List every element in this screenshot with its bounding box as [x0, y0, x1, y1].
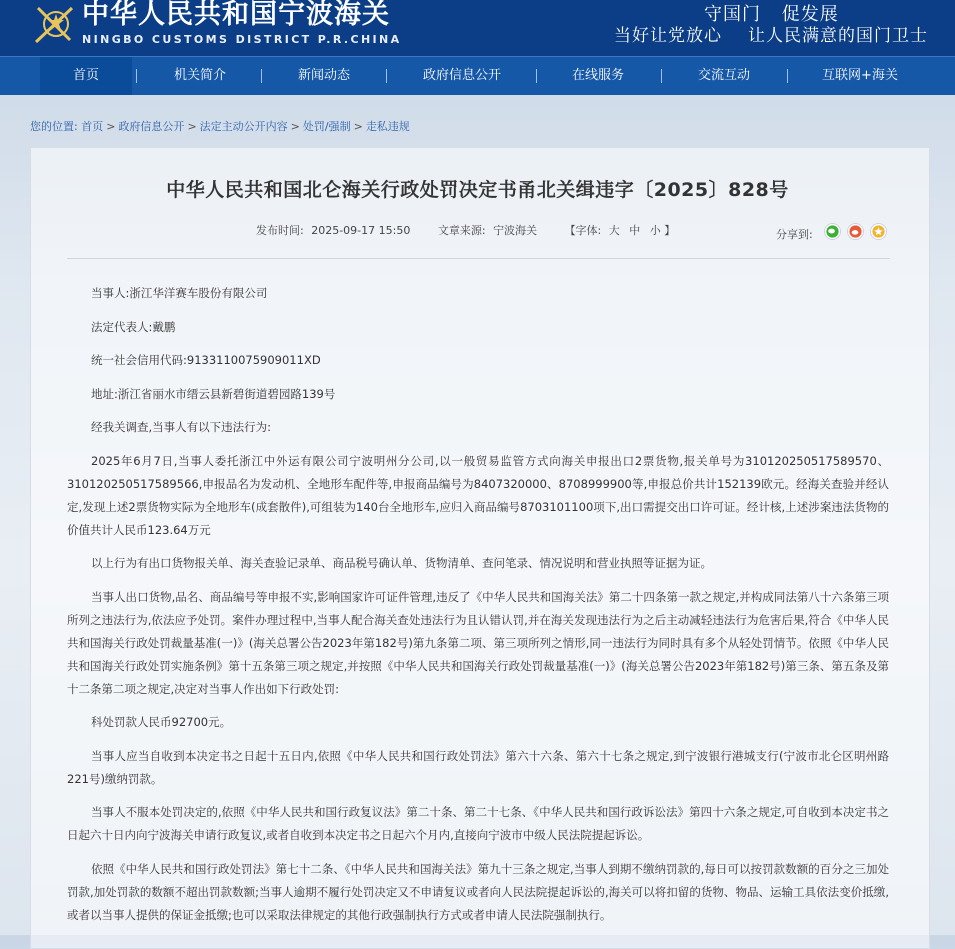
nav-news[interactable]: 新闻动态	[297, 68, 350, 83]
breadcrumb-gov-info[interactable]: 政府信息公开	[118, 120, 185, 133]
investigation-intro: 经我关调查,当事人有以下违法行为:	[91, 420, 272, 434]
violation-facts: 2025年6月7日,当事人委托浙江中外运有限公司宁波明州分公司,以一般贸易监管方式向海关申报出口2票货物,报关单号为310120250517589570、310120250517589566,申报品名为发动机、全地形车配件等,申报商品编号为8407320000、8708999900等,申报总价共计152139欧元。经海关查验并经认定,发现上述2票货物实际为全地形车(成套散件),可组装为140台全地形车,应归入商品编号8703101100项下,出口需提交出口许可证。经计核,上述涉案违法货物的价值共计人民币123.64万元	[67, 453, 889, 537]
nav-separator	[261, 69, 262, 83]
party-name: 当事人:浙江华洋赛车股份有限公司	[91, 286, 268, 300]
title-divider	[67, 258, 890, 259]
breadcrumb-penalty[interactable]: 处罚/强制	[302, 120, 351, 133]
breadcrumb-label: 您的位置:	[30, 120, 78, 133]
font-size-label: 【字体:	[564, 224, 602, 237]
article-body	[67, 282, 889, 937]
slogan-bottom-part1: 当好让党放心	[614, 26, 722, 46]
article-title: 中华人民共和国北仑海关行政处罚决定书甬北关缉违字〔2025〕828号	[166, 179, 789, 201]
font-small-button[interactable]: 小	[649, 224, 661, 237]
nav-gov-info[interactable]: 政府信息公开	[422, 68, 501, 83]
nav-about[interactable]: 机关简介	[173, 68, 226, 83]
nav-separator	[787, 69, 788, 83]
site-header	[0, 0, 955, 56]
nav-interaction[interactable]: 交流互动	[697, 68, 750, 83]
customs-emblem-icon[interactable]	[30, 2, 78, 46]
nav-internet-customs[interactable]: 互联网+海关	[822, 68, 898, 83]
site-title[interactable]: 中华人民共和国宁波海关	[82, 0, 390, 30]
source-label: 文章来源:	[437, 224, 486, 237]
article-source: 宁波海关	[493, 224, 538, 237]
publish-time: 2025-09-17 15:50	[311, 224, 411, 237]
nav-separator	[386, 69, 387, 83]
font-large-button[interactable]: 大	[608, 224, 620, 237]
font-medium-button[interactable]: 中	[629, 224, 641, 237]
share-label: 分享到:	[776, 228, 813, 241]
slogan-bottom-part2: 让人民满意的国门卫士	[748, 26, 928, 46]
publish-time-label: 发布时间:	[256, 224, 304, 237]
nav-separator	[661, 69, 662, 83]
nav-online-service[interactable]: 在线服务	[571, 68, 624, 83]
article-meta	[256, 222, 675, 238]
breadcrumb-smuggling[interactable]: 走私违规	[365, 120, 410, 133]
evidence-paragraph: 以上行为有出口货物报关单、海关查验记录单、商品税号确认单、货物清单、查问笔录、情况说明和营业执照等证据为证。	[91, 556, 712, 570]
nav-home[interactable]: 首页	[40, 57, 132, 95]
legal-basis-paragraph: 当事人出口货物,品名、商品编号等申报不实,影响国家许可证件管理,违反了《中华人民共和国海关法》第二十四条第一款之规定,并构成同法第八十六条第三项所列之违法行为,依法应予处罚。案件办理过程中,当事人配合海关查处违法行为且认错认罚,并在海关发现违法行为之后主动减轻违法行为危害后果,符合《中华人民共和国海关行政处罚裁量基准(一)》(海关总署公告2023年第182号)第九条第二项、第三项所列之情形,同一违法行为同时具有多个从轻处罚情节。依照《中华人民共和国海关行政处罚实施条例》第十五条第三项之规定,并按照《中华人民共和国海关行政处罚裁量基准(一)》(海关总署公告2023年第182号)第三条、第五条及第十二条第二项之规定,决定对当事人作出如下行政处罚:	[67, 589, 889, 696]
breadcrumb-home[interactable]: 首页	[81, 120, 104, 133]
favorite-share-icon[interactable]	[870, 223, 887, 240]
wechat-share-icon[interactable]	[824, 223, 841, 240]
party-address: 地址:浙江省丽水市缙云县新碧街道碧园路139号	[91, 386, 336, 401]
penalty-amount: 科处罚款人民币92700元。	[91, 715, 232, 729]
slogan-bottom	[614, 21, 928, 46]
nav-separator	[136, 69, 137, 83]
legal-representative: 法定代表人:戴鹏	[91, 319, 176, 334]
site-subtitle: NINGBO CUSTOMS DISTRICT P.R.CHINA	[82, 33, 402, 46]
enforcement-paragraph: 依照《中华人民共和国行政处罚法》第七十二条、《中华人民共和国海关法》第九十三条之规定,当事人到期不缴纳罚款的,每日可以按罚款数额的百分之三加处罚款,加处罚款的数额不超出罚款数额;当事人逾期不履行处罚决定又不申请复议或者向人民法院提起诉讼的,海关可以将扣留的货物、物品、运输工具依法变价抵缴,或者以当事人提供的保证金抵缴;也可以采取法律规定的其他行政强制执行方式或者申请人民法院强制执行。	[67, 861, 889, 922]
font-size-close: 】	[664, 224, 676, 237]
breadcrumb: 您的位置: 首页 > 政府信息公开 > 法定主动公开内容 > 处罚/强制 > 走私违规	[30, 120, 410, 133]
appeal-rights: 当事人不服本处罚决定的,依照《中华人民共和国行政复议法》第二十条、第二十七条、《中华人民共和国行政诉讼法》第四十六条之规定,可自收到本决定书之日起六十日内向宁波海关申请行政复议,或者自收到本决定书之日起六个月内,直接向宁波市中级人民法院提起诉讼。	[67, 805, 889, 842]
nav-separator	[536, 69, 537, 83]
credit-code: 统一社会信用代码:9133110075909011XD	[91, 353, 321, 367]
main-nav	[0, 56, 955, 95]
slogan-top: 守国门 促发展	[704, 4, 839, 25]
breadcrumb-legal-content[interactable]: 法定主动公开内容	[199, 120, 288, 133]
payment-instructions: 当事人应当自收到本决定书之日起十五日内,依照《中华人民共和国行政处罚法》第六十六条、第六十七条之规定,到宁波银行港城支行(宁波市北仑区明州路221号)缴纳罚款。	[67, 748, 889, 786]
weibo-share-icon[interactable]	[847, 223, 864, 240]
